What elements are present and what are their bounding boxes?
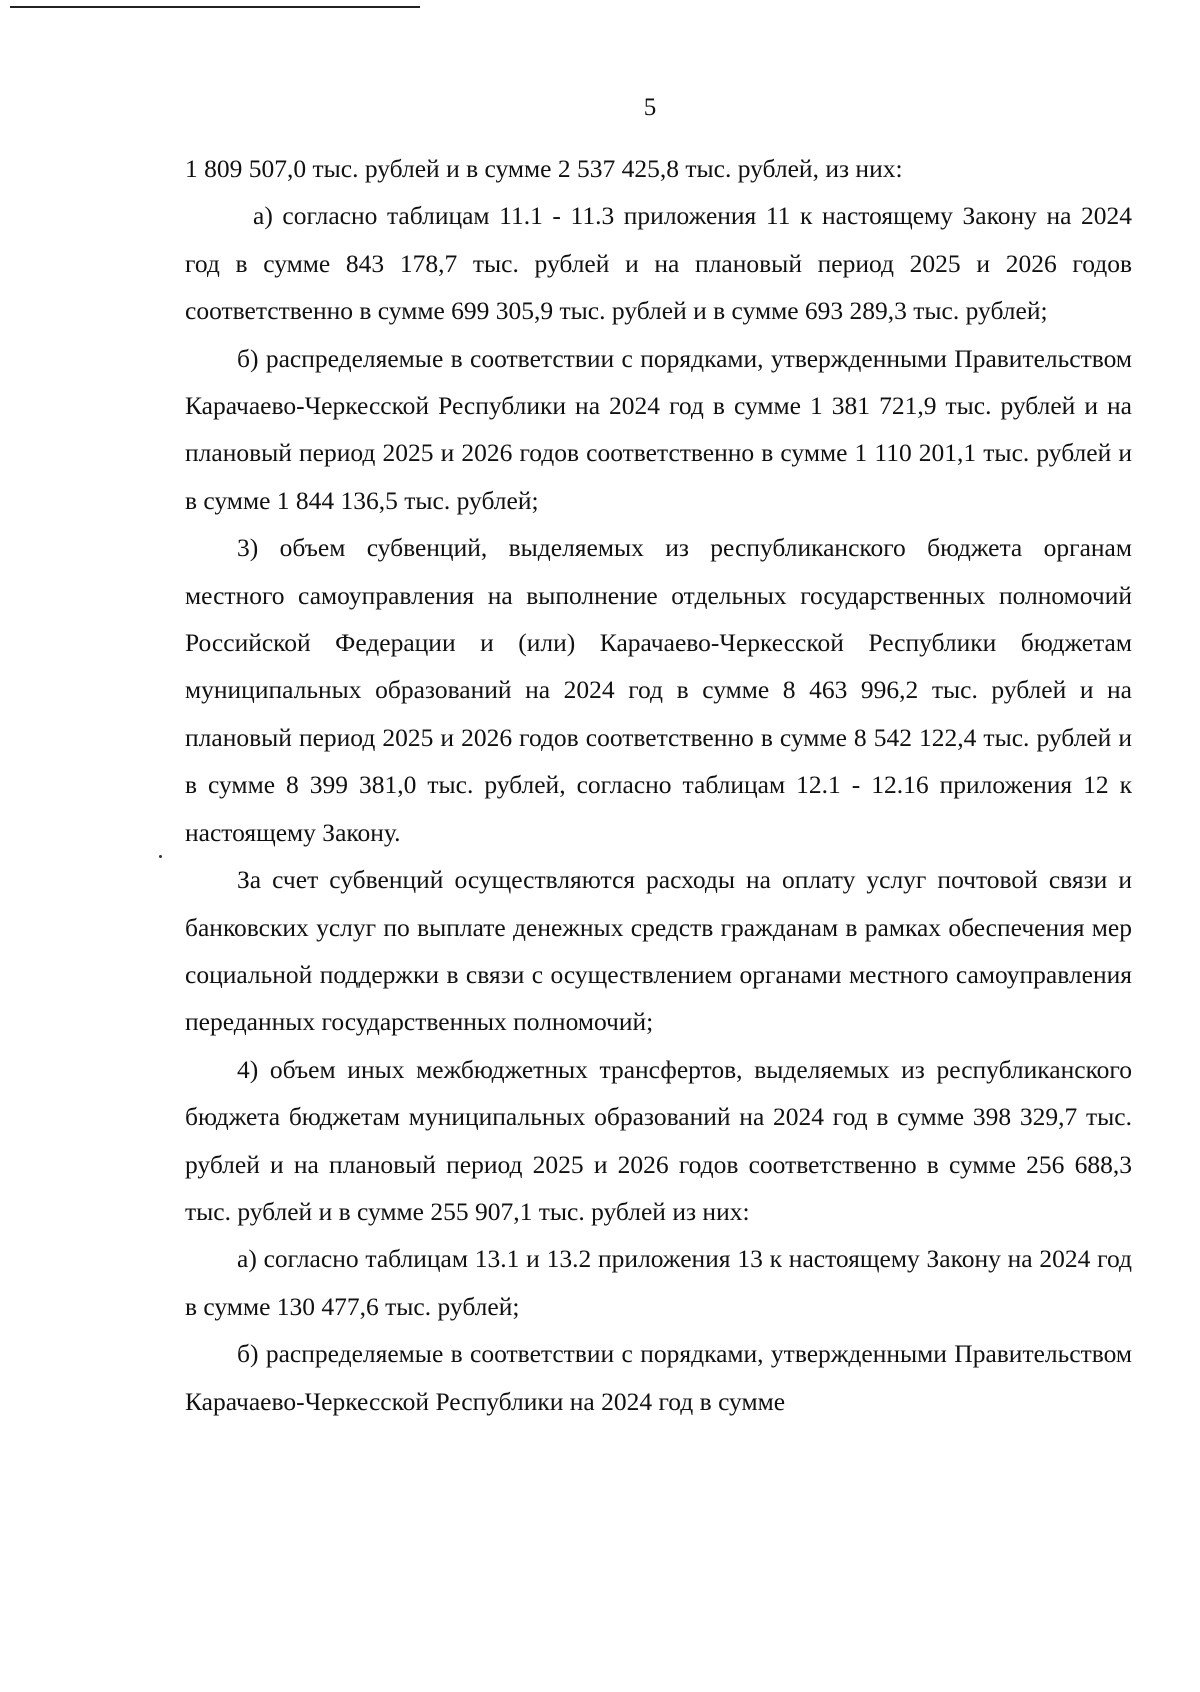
paragraph-item-b: б) распределяемые в соответствии с порядками, утвержденными Правительством Карачаево-Черкесской Республики на 2024 год в сумме 1 381 721,9 тыс. рублей и на плановый период 2025 и 2026 годов соответственно в сумме 1 110 201,1 тыс. рублей и в сумме 1 844 136,5 тыс. рублей; bbox=[185, 343, 1132, 515]
paragraph-item-3: 3) объем субвенций, выделяемых из республиканского бюджета органам местного самоуправления на выполнение отдельных государственных полномочий Российской Федерации и (или) Карачаево-Черкесской Республики бюджетам муниципальных образований на 2024 год в сумме 8 463 996,2 тыс. рублей и на плановый период 2025 и 2026 годов соответственно в сумме 8 542 122,4 тыс. рублей и в сумме 8 399 381,0 тыс. рублей, согласно таблицам 12.1 - 12.16 приложения 12 к настоящему Закону. bbox=[185, 533, 1132, 847]
page-number: 5 bbox=[643, 94, 657, 121]
scan-edge-line bbox=[10, 6, 420, 8]
paragraph-item-a-2: а) согласно таблицам 13.1 и 13.2 приложения 13 к настоящему Закону на 2024 год в сумме 130 477,6 тыс. рублей; bbox=[185, 1244, 1132, 1321]
document-body bbox=[185, 145, 1132, 1425]
paragraph-continuation: 1 809 507,0 тыс. рублей и в сумме 2 537 425,8 тыс. рублей, из них: bbox=[185, 154, 903, 183]
paragraph-subventions: За счет субвенций осуществляются расходы на оплату услуг почтовой связи и банковских услуг по выплате денежных средств гражданам в рамках обеспечения мер социальной поддержки в связи с осуществлением органами местного самоуправления переданных государственных полномочий; bbox=[185, 865, 1132, 1037]
paragraph-item-4: 4) объем иных межбюджетных трансфертов, выделяемых из республиканского бюджета бюджетам муниципальных образований на 2024 год в сумме 398 329,7 тыс. рублей и на плановый период 2025 и 2026 годов соответственно в сумме 256 688,3 тыс. рублей и в сумме 255 907,1 тыс. рублей из них: bbox=[185, 1054, 1132, 1226]
paragraph-item-a: а) согласно таблицам 11.1 - 11.3 приложения 11 к настоящему Закону на 2024 год в сумме 843 178,7 тыс. рублей и на плановый период 2025 и 2026 годов соответственно в сумме 699 305,9 тыс. рублей и в сумме 693 289,3 тыс. рублей; bbox=[185, 201, 1132, 326]
scan-artifact-dot bbox=[159, 855, 162, 858]
paragraph-item-b-2: б) распределяемые в соответствии с порядками, утвержденными Правительством Карачаево-Черкесской Республики на 2024 год в сумме bbox=[185, 1339, 1132, 1416]
